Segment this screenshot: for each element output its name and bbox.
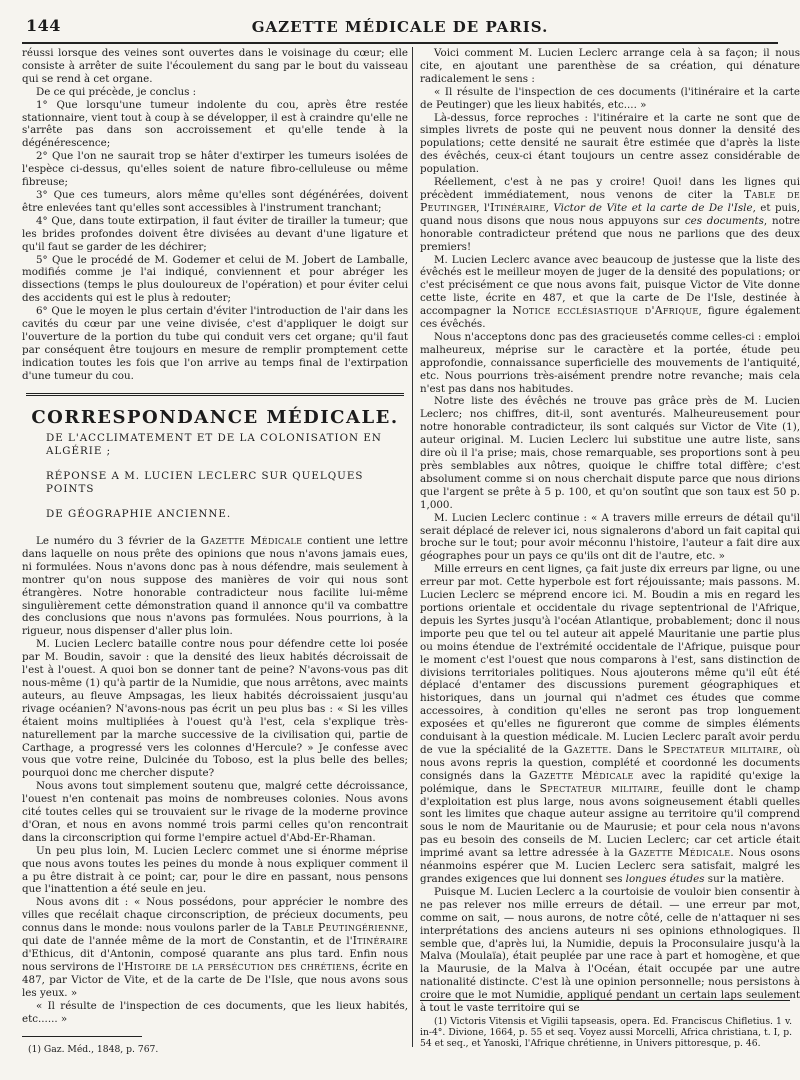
footnote: (1) Gaz. Méd., 1848, p. 767. bbox=[28, 1044, 159, 1055]
paragraph: Nous avons dit : « Nous possédons, pour apprécier le nombre des villes que recélait chaque circonscription, de précieux documents, peu connus dans le monde: nous voulons parler de la Table Peutingérienne, qui date de l'année même de la mort de Constantin, et de l'Itinéraire d'Ethicus, dit d'Antonin, composé quarante ans plus tard. Enfin nous nous servirons de l'Histoire de la persécution des chrétiens, écrite en 487, par Victor de Vite, et de la carte de De l'Isle, que nous avons sous les yeux. » bbox=[22, 896, 408, 999]
paragraph: Notre liste des évêchés ne trouve pas grâce près de M. Lucien Leclerc; nos chiffres, dit-il, sont aventurés. Malheureusement pour notre honorable contradicteur, ils sont calqués sur Victor de Vite (1), auteur original. M. Lucien Leclerc lui substitue une autre liste, sans dire où il l'a prise; mais, chose remarquable, ses proportions sont à peu près semblables aux nôtres, quoique le chiffre total diffère; c'est absolument comme si on nous cherchait dispute parce que nous dirions que l'argent se prête à 5 p. 100, et qu'on soutînt que son taux est 50 p. 1,000. bbox=[420, 395, 800, 511]
paragraph: Le numéro du 3 février de la Gazette Médicale contient une lettre dans laquelle on nous prête des opinions que nous n'avons jamais eues, ni formulées. Nous n'avons donc pas à nous défendre, mais seulement à montrer qu'on nous suppose des manières de voir qui nous sont étrangères. Notre honorable contradicteur nous facilite lui-même singulièrement cette démonstration quand il annonce qu'il va combattre des conclusions que nous n'avons pas formulées. Nous pourrions, à la rigueur, nous dispenser d'aller plus loin. bbox=[22, 534, 408, 638]
header-rule bbox=[22, 42, 778, 44]
footnote: (1) Victoris Vitensis et Vigilii tapseasis, opera. Ed. Franciscus Chifletius. 1 v. in-4°. Divione, 1664, p. 55 et seq. Voyez aussi Morcelli, Africa christiana, t. I, p. 54 et seq., et Yanoski, l'Afrique chrétienne, in Univers pittoresque, p. 46. bbox=[420, 1016, 793, 1049]
subheading: RÉPONSE A M. LUCIEN LECLERC SUR QUELQUES POINTS bbox=[46, 470, 364, 496]
paragraph: « Il résulte de l'inspection de ces documents, que les lieux habités, etc...... » bbox=[22, 999, 408, 1025]
column-separator bbox=[412, 47, 413, 1047]
quote: « Il résulte de l'inspection de ces documents (l'itinéraire et la carte de Peutinger) que les lieux habités, etc.... » bbox=[420, 85, 800, 111]
subheading: DE GÉOGRAPHIE ANCIENNE. bbox=[46, 508, 232, 521]
conclusion-6: 6° Que le moyen le plus certain d'éviter l'introduction de l'air dans les cavités du cœur par une veine divisée, c'est d'appliquer le doigt sur l'ouverture de la portion du tube qui conduit vers cet organe; qu'il faut par conséquent être toujours en mesure de remplir promptement cette indication toutes les fois que l'on arrive au temps final de l'extirpation d'une tumeur du cou. bbox=[22, 305, 408, 382]
paragraph: Un peu plus loin, M. Lucien Leclerc commet une si énorme méprise que nous avons toutes les peines du monde à nous expliquer comment il a pu être distrait à ce point; car, pour le dire en passant, nous pensons que l'inattention a été seule en jeu. bbox=[22, 844, 408, 896]
footnote-rule bbox=[420, 1000, 790, 1001]
paragraph: Là-dessus, force reproches : l'itinéraire et la carte ne sont que de simples livrets de poste qui ne peuvent nous donner la densité des populations; cette densité ne saurait être estimée que d'après la liste des évêchés, ceux-ci étant toujours un centre assez considérable de population. bbox=[420, 111, 800, 176]
paragraph: Puisque M. Lucien Leclerc a la courtoisie de vouloir bien consentir à ne pas relever nos mille erreurs de détail. — une erreur par mot, comme on sait, — nous aurons, de notre côté, celle de n'attaquer ni ses interprétations des anciens auteurs ni ses opinions ethnologiques. Il semble que, d'après lui, la Numidie, depuis la Proconsulaire jusqu'à la Malva (Moulaïa), était peuplée par une race à part et homogène, et que la Maurusie, de la Malva à l'Océan, était occupée par une autre nationalité distincte. C'est là une opinion personnelle; nous persistons à croire que le mot Numidie, appliqué pendant un certain laps seulement à tout le vaste territoire qui se bbox=[420, 885, 800, 1015]
paragraph: Réellement, c'est à ne pas y croire! Quoi! dans les lignes qui précèdent immédiatement, nous venons de citer la Table de Peutinger, l'Itinéraire, Victor de Vite et la carte de De l'Isle, et puis, quand nous disons que nous nous appuyons sur ces documents, notre honorable contradicteur prétend que nous ne parlions que des deux premiers! bbox=[420, 176, 800, 253]
conclusion-1: 1° Que lorsqu'une tumeur indolente du cou, après être restée stationnaire, vient tout à coup à se développer, il est à craindre qu'elle ne s'arrête pas dans son accroissement et qu'elle tende à la dégénérescence; bbox=[22, 98, 408, 150]
paragraph: De ce qui précède, je conclus : bbox=[36, 85, 197, 98]
left-column bbox=[22, 47, 408, 1025]
conclusion-4: 4° Que, dans toute extirpation, il faut éviter de tirailler la tumeur; que les brides profondes doivent être divisées au devant d'une ligature et qu'il faut se garder de les déchirer; bbox=[22, 214, 408, 253]
paragraph: M. Lucien Leclerc bataille contre nous pour défendre cette loi posée par M. Boudin, savoir : que la densité des lieux habités décroissait de l'est à l'ouest. A quoi bon se donner tant de peine? N'avons-vous pas dit nous-même (1) qu'à partir de la Numidie, que nous arrêtons, avec maints auteurs, au fleuve Ampsagas, les lieux habités décroissaient jusqu'au rivage océanien? N'avons-nous pas écrit un peu plus bas : « Si les villes étaient moins multipliées à l'ouest qu'à l'est, cela s'explique très-naturellement par la marche successive de la civilisation qui, partie de Carthage, a progressé vers les colonnes d'Hercule? » Je confesse avec vous que votre reine, Dulcinée du Toboso, est la plus belle des belles; pourquoi donc me chercher dispute? bbox=[22, 638, 408, 780]
paragraph: Mille erreurs en cent lignes, ça fait juste dix erreurs par ligne, ou une erreur par mot. Cette hyperbole est fort réjouissante; mais passons. M. Lucien Leclerc se méprend encore ici. M. Boudin a mis en regard les portions orientale et occidentale du rivage septentrional de l'Afrique, depuis les Syrtes jusqu'à l'océan Atlantique, probablement; donc il nous importe peu que tel ou tel auteur ait appelé Mauritanie une partie plus ou moins étendue de l'extrémité occidentale de l'Afrique, puisque pour le moment c'est l'ouest que nous comparons à l'est, sans distinction de divisions territoriales politiques. Nous ajouterons même qu'il eût été déplacé d'entamer des discussions purement géographiques et historiques, dans un journal qui n'admet ces études que comme accessoires, à condition qu'elles ne seront pas trop longuement exposées et qu'elles ne figureront que comme de simples éléments conduisant à la question médicale. M. Lucien Leclerc paraît avoir perdu de vue la spécialité de la Gazette. Dans le Spectateur militaire, où nous avons repris la question, complété et coordonné les documents consignés dans la Gazette Médicale avec la rapidité qu'exige la polémique, dans le Spectateur militaire, feuille dont le champ d'exploitation est plus large, nous avons soigneusement établi quelles sont les limites que chaque auteur assigne au territoire qu'il comprend sous le nom de Mauritanie ou de Maurusie; et pour cela nous n'avons pas eu besoin des conseils de M. Lucien Leclerc; car cet article était imprimé avant sa lettre adressée à la Gazette Médicale. Nous osons néanmoins espérer que M. Lucien Leclerc sera satisfait, malgré les grandes exigences que lui donnent ses longues études sur la matière. bbox=[420, 563, 800, 885]
paragraph: réussi lorsque des veines sont ouvertes dans le voisinage du cœur; elle consiste à arrêter de suite l'écoulement du sang par le bout du vaisseau qui se rend à cet organe. bbox=[22, 47, 408, 85]
paragraph: Voici comment M. Lucien Leclerc arrange cela à sa façon; il nous cite, en ajoutant une parenthèse de sa création, qui dénature radicalement le sens : bbox=[420, 47, 800, 85]
right-column bbox=[420, 47, 800, 1015]
paragraph: M. Lucien Leclerc avance avec beaucoup de justesse que la liste des évêchés est le meilleur moyen de juger de la densité des populations; or c'est précisément ce que nous avons fait, puisque Victor de Vite donne cette liste, écrite en 487, et que la carte de De l'Isle, destinée à accompagner la Notice ecclésiastique d'Afrique, figure également ces évêchés. bbox=[420, 253, 800, 331]
subheading: DE L'ACCLIMATEMENT ET DE LA COLONISATION EN ALGÉRIE ; bbox=[46, 432, 382, 458]
conclusion-5: 5° Que le procédé de M. Godemer et celui de M. Jobert de Lamballe, modifiés comme je l'ai indiqué, conviennent et pour abréger les dissections (temps le plus douloureux de l'opération) et pour éviter celui des accidents qui est le plus à redouter; bbox=[22, 253, 408, 305]
paragraph: Nous avons tout simplement soutenu que, malgré cette décroissance, l'ouest n'en contenait pas moins de nombreuses colonies. Nous avons cité toutes celles qui se trouvaient sur le rivage de la moderne province d'Oran, et nous en avons nommé trois parmi celles qu'on rencontrait dans la circonscription qui forme l'empire actuel d'Abd-Er-Rhaman. bbox=[22, 780, 408, 844]
paragraph: M. Lucien Leclerc continue : « A travers mille erreurs de détail qu'il serait déplacé de relever ici, nous signalerons d'abord un fait capital qui broche sur le tout; pour avoir méconnu l'histoire, l'auteur a fait dire aux géographes pour un pays ce qu'ils ont dit de l'autre, etc. » bbox=[420, 511, 800, 563]
paragraph: Nous n'acceptons donc pas des gracieusetés comme celles-ci : emploi malheureux, méprise sur le caractère et la portée, étude peu approfondie, connaissance superficielle des mouvements de l'antiquité, etc. Nous pourrions très-aisément prendre notre revanche; mais cela n'est pas dans nos habitudes. bbox=[420, 330, 800, 395]
section-title: CORRESPONDANCE MÉDICALE. bbox=[31, 406, 399, 428]
section-divider bbox=[26, 393, 404, 396]
running-title: GAZETTE MÉDICALE DE PARIS. bbox=[251, 18, 549, 36]
page-number: 144 bbox=[26, 16, 61, 35]
conclusion-3: 3° Que ces tumeurs, alors même qu'elles sont dégénérées, doivent être enlevées tant qu'elles sont accessibles à l'instrument tranchant; bbox=[22, 188, 408, 214]
conclusion-2: 2° Que l'on ne saurait trop se hâter d'extirper les tumeurs isolées de l'espèce ci-dessus, qu'elles soient de nature fibro-celluleuse ou même fibreuse; bbox=[22, 150, 408, 189]
footnote-rule bbox=[22, 1036, 142, 1037]
page-header bbox=[22, 6, 778, 40]
